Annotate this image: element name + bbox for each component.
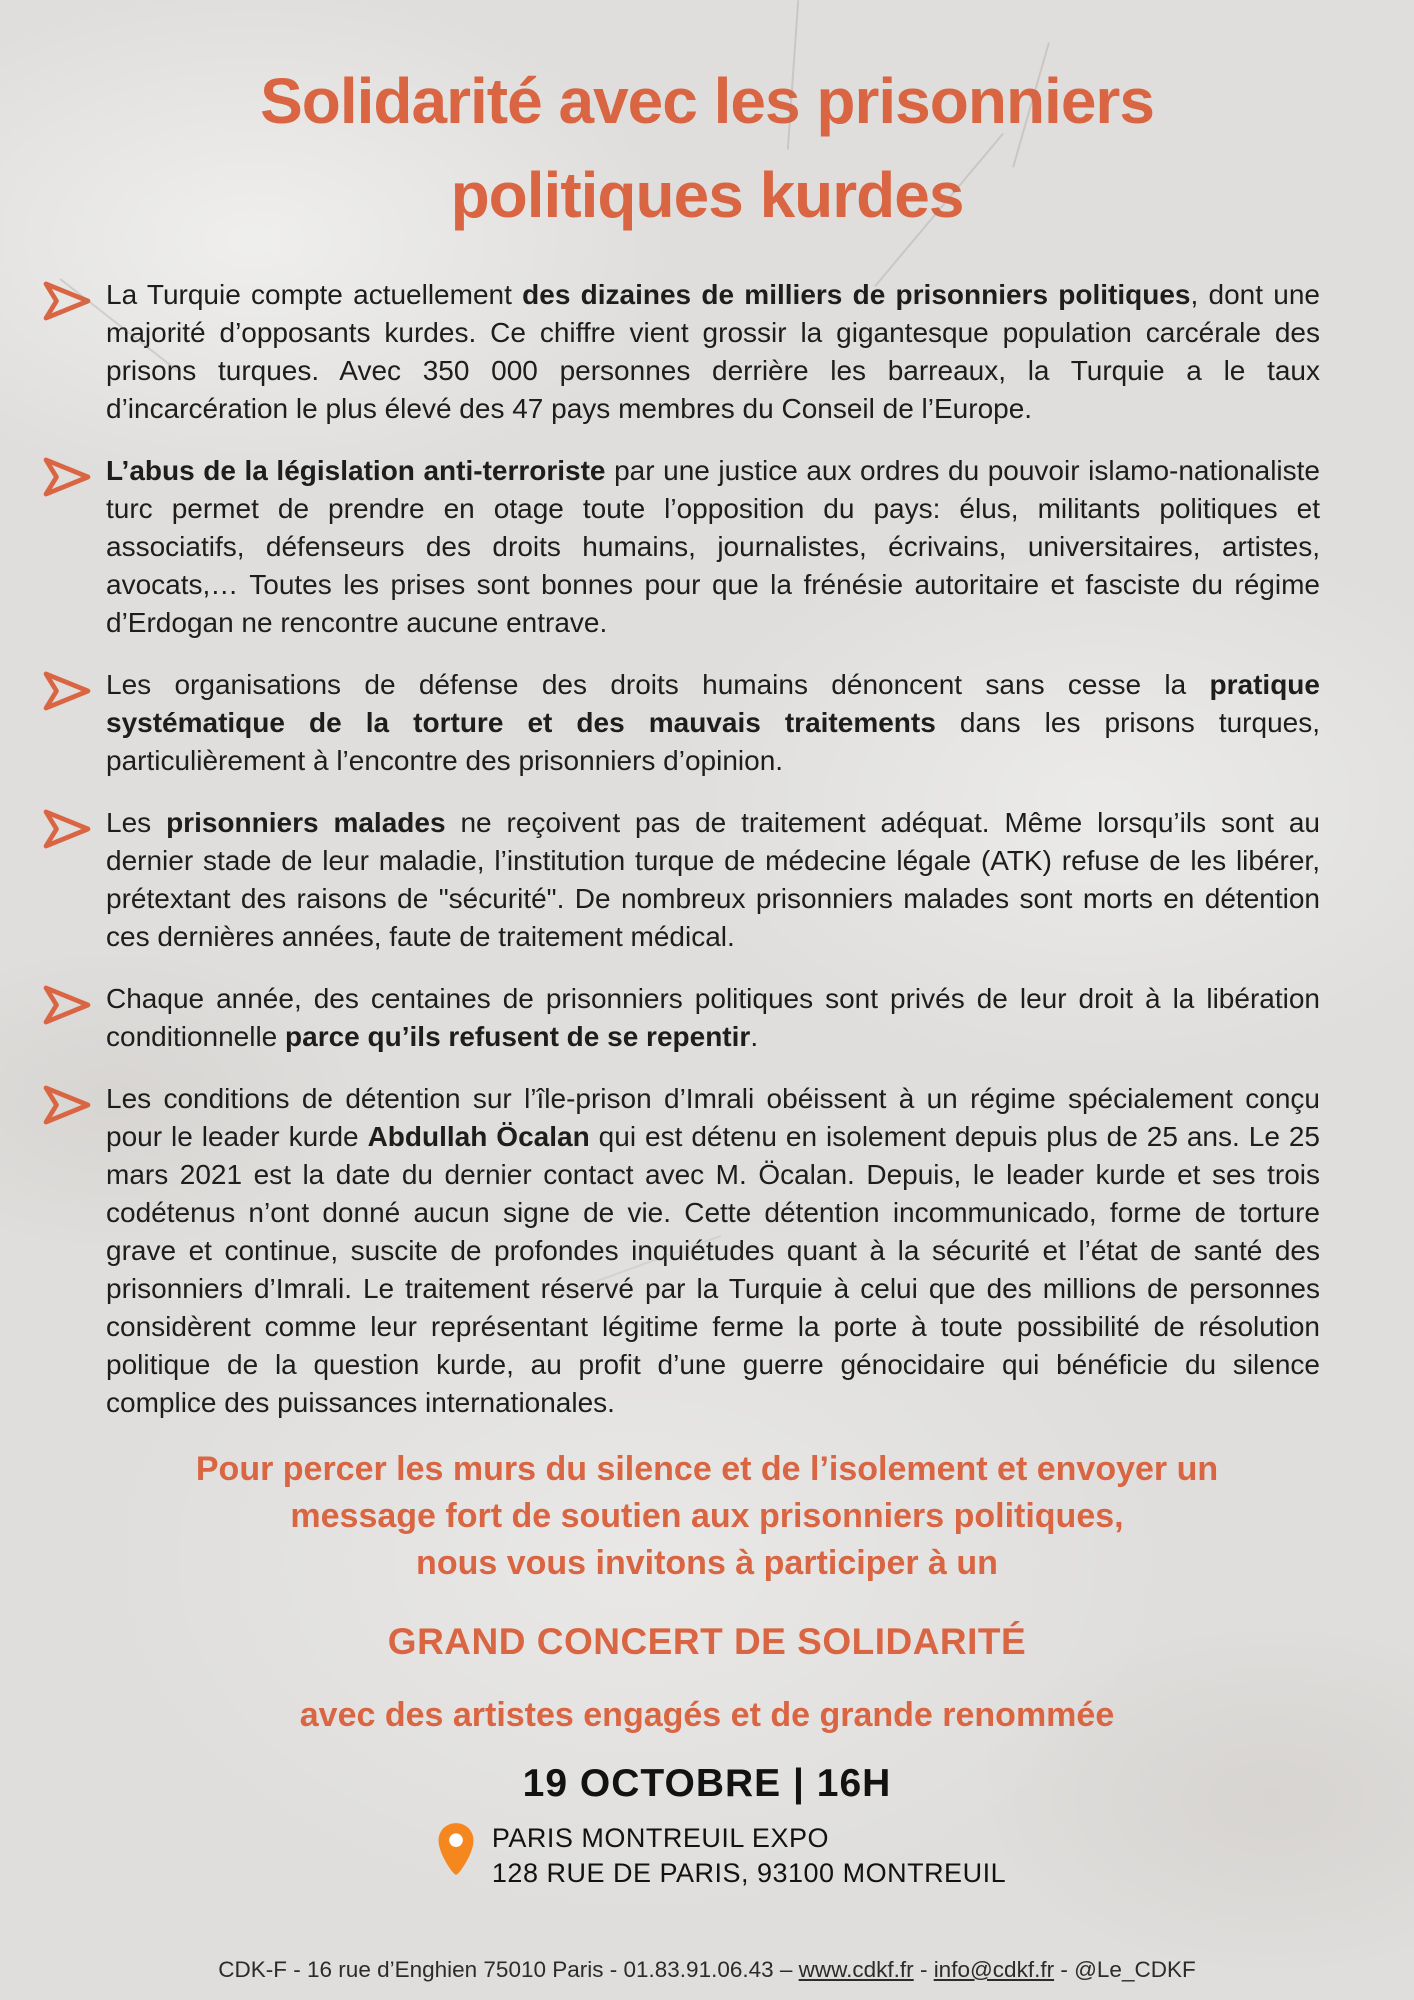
paragraph-row xyxy=(42,666,1320,780)
paragraph-text xyxy=(106,804,1320,956)
text-segment: . xyxy=(750,1021,759,1052)
paragraph-text xyxy=(106,980,1320,1056)
text-segment: par une justice aux ordres du pouvoir islamo-nationaliste turc permet de prendre en otage toute l’opposition du pays: élus, militants politiques et associatifs, défenseurs des droits humains, journalistes, écrivains, universitaires, artistes, avocats,… Toutes les prises sont bonnes pour que la frénésie autoritaire et fasciste du régime d’Erdogan ne rencontre aucune entrave. xyxy=(106,455,1321,638)
call-to-action xyxy=(80,1446,1334,1587)
paragraph-text xyxy=(106,666,1320,780)
text-segment: Les organisations de défense des droits humains dénoncent sans cesse la xyxy=(106,669,1210,700)
page-title xyxy=(30,54,1384,242)
arrow-bullet-icon xyxy=(42,984,92,1026)
page-title-line1: Solidarité avec les prisonniers xyxy=(260,65,1154,137)
location-pin-icon xyxy=(436,1821,476,1877)
cta-line3: nous vous invitons à participer à un xyxy=(416,1544,998,1582)
arrow-bullet-icon xyxy=(42,456,92,498)
artists-line: avec des artistes engagés et de grande renommée xyxy=(299,1696,1115,1734)
venue-name: PARIS MONTREUIL EXPO xyxy=(491,1823,829,1853)
paragraph-row xyxy=(42,980,1320,1056)
paragraph-row xyxy=(42,452,1320,642)
text-segment: dans les prisons turques, particulièrement à l’encontre des prisonniers d’opinion. xyxy=(106,707,1321,776)
concert-title: GRAND CONCERT DE SOLIDARITÉ xyxy=(387,1621,1027,1662)
arrow-bullet-icon xyxy=(42,670,92,712)
website-link[interactable]: www.cdkf.fr xyxy=(798,1957,914,1982)
text-segment: La Turquie compte actuellement xyxy=(106,279,523,310)
arrow-bullet-icon xyxy=(42,1084,92,1126)
text-segment: pratique systématique de la torture et des mauvais traitements xyxy=(106,669,1320,738)
paragraph-text xyxy=(106,1080,1320,1422)
event-datetime: 19 OCTOBRE | 16H xyxy=(522,1762,892,1805)
text-segment: prisonniers malades xyxy=(166,807,446,838)
paragraph-row xyxy=(42,276,1320,428)
text-segment: Chaque année, des centaines de prisonniers politiques sont privés de leur droit à la libération conditionnelle xyxy=(106,983,1320,1052)
text-segment: qui est détenu en isolement depuis plus de 25 ans. Le 25 mars 2021 est la date du dernier contact avec M. Öcalan. Depuis, le leader kurde et ses trois codétenus n’ont donné aucun signe de vie. Cette détention incommunicado, forme de torture grave et continue, suscite de profondes inquiétudes quant à la sécurité et l’état de santé des prisonniers d’Imrali. Le traitement réservé par la Turquie à celui que des millions de personnes considèrent comme leur représentant légitime ferme la porte à toute possibilité de résolution politique de la question kurde, au profit d’une guerre génocidaire qui bénéficie du silence complice des puissances internationales. xyxy=(106,1121,1320,1418)
arrow-bullet-icon xyxy=(42,808,92,850)
text-segment: parce qu’ils refusent de se repentir xyxy=(285,1021,751,1052)
footer-contact xyxy=(0,1956,1414,1984)
text-segment: - @Le_CDKF xyxy=(1054,1957,1196,1982)
text-segment: L’abus de la législation anti-terroriste xyxy=(106,455,606,486)
text-segment: , dont une majorité d’opposants kurdes. Ce chiffre vient grossir la gigantesque population carcérale des prisons turques. Avec 350 000 personnes derrière les barreaux, la Turquie a le taux d’incarcération le plus élevé des 47 pays membres du Conseil de l’Europe. xyxy=(106,279,1320,424)
paragraph-text xyxy=(106,276,1320,428)
cta-line2: message fort de soutien aux prisonniers politiques, xyxy=(290,1497,1124,1535)
paragraph-row xyxy=(42,804,1320,956)
text-segment: CDK-F - 16 rue d’Enghien 75010 Paris - 01.83.91.06.43 – xyxy=(218,1957,799,1982)
text-segment: - xyxy=(913,1957,934,1982)
text-segment: des dizaines de milliers de prisonniers politiques xyxy=(522,279,1191,310)
cta-line1: Pour percer les murs du silence et de l’isolement et envoyer un xyxy=(195,1450,1219,1488)
text-segment: Abdullah Öcalan xyxy=(367,1121,590,1152)
paragraph-text xyxy=(106,452,1320,642)
venue-block xyxy=(14,1821,1414,1891)
venue-address: 128 RUE DE PARIS, 93100 MONTREUIL xyxy=(491,1858,1007,1888)
email-link[interactable]: info@cdkf.fr xyxy=(933,1957,1055,1982)
venue-text xyxy=(492,1821,1006,1891)
text-segment: Les conditions de détention sur l’île-prison d’Imrali obéissent à un régime spécialement conçu pour le leader kurde xyxy=(106,1083,1320,1152)
text-segment: Les xyxy=(106,807,167,838)
text-segment: ne reçoivent pas de traitement adéquat. Même lorsqu’ils sont au dernier stade de leur maladie, l’institution turque de médecine légale (ATK) refuse de les libérer, prétextant des raisons de "sécurité". De nombreux prisonniers malades sont morts en détention ces dernières années, faute de traitement médical. xyxy=(106,807,1320,952)
page-title-line2: politiques kurdes xyxy=(450,159,964,231)
